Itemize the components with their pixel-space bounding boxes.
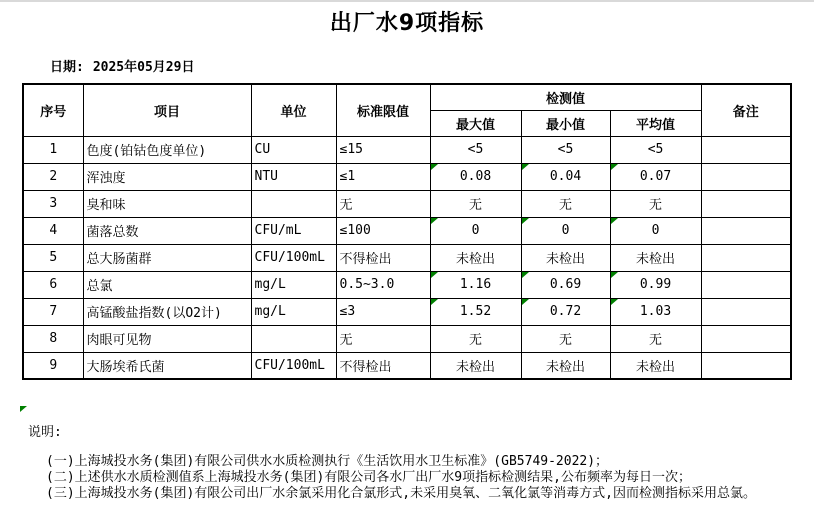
flag-triangle-icon (431, 218, 438, 224)
cell-standard: 无 (336, 190, 430, 217)
col-header-remark: 备注 (701, 84, 791, 136)
table-row (23, 136, 791, 163)
date-value: 2025年05月29日 (92, 60, 195, 75)
cell-remark (701, 352, 791, 379)
cell-min: 无 (521, 190, 610, 217)
cell-avg: 无 (610, 325, 701, 352)
cell-remark (701, 298, 791, 325)
flag-triangle-icon (431, 272, 438, 278)
cell-no: 8 (23, 325, 83, 352)
cell-remark (701, 271, 791, 298)
report-date (50, 56, 194, 75)
cell-remark (701, 217, 791, 244)
cell-avg: 0.99 (610, 271, 701, 298)
cell-unit: CU (251, 136, 336, 163)
col-header-avg: 平均值 (610, 110, 701, 136)
col-header-no: 序号 (23, 84, 83, 136)
note-line: (二)上述供水水质检测值系上海城投水务(集团)有限公司各水厂出厂水9项指标检测结果,公布频率为每日一次； (46, 470, 691, 485)
cell-min: 无 (521, 325, 610, 352)
cell-standard: ≤1 (336, 163, 430, 190)
cell-standard: 0.5~3.0 (336, 271, 430, 298)
cell-item: 臭和味 (83, 190, 251, 217)
col-header-detection: 检测值 (430, 84, 701, 110)
cell-avg: <5 (610, 136, 701, 163)
water-quality-table (22, 83, 792, 380)
cell-remark (701, 325, 791, 352)
cell-max: 0.08 (430, 163, 521, 190)
cell-item: 大肠埃希氏菌 (83, 352, 251, 379)
flag-triangle-icon (20, 406, 27, 412)
cell-standard: 不得检出 (336, 244, 430, 271)
flag-triangle-icon (611, 164, 618, 170)
cell-no: 5 (23, 244, 83, 271)
cell-unit (251, 325, 336, 352)
cell-max: 未检出 (430, 244, 521, 271)
cell-no: 2 (23, 163, 83, 190)
note-line: (三)上海城投水务(集团)有限公司出厂水余氯采用化合氯形式,未采用臭氧、二氧化氯等消毒方式,因而检测指标采用总氯。 (46, 486, 756, 501)
cell-avg: 1.03 (610, 298, 701, 325)
notes-list (46, 454, 756, 502)
cell-standard: 无 (336, 325, 430, 352)
cell-standard: ≤3 (336, 298, 430, 325)
cell-item: 菌落总数 (83, 217, 251, 244)
cell-no: 3 (23, 190, 83, 217)
flag-triangle-icon (431, 299, 438, 305)
flag-triangle-icon (522, 299, 529, 305)
cell-min: <5 (521, 136, 610, 163)
cell-standard: ≤15 (336, 136, 430, 163)
col-header-min: 最小值 (521, 110, 610, 136)
cell-unit: CFU/100mL (251, 244, 336, 271)
cell-min: 未检出 (521, 352, 610, 379)
cell-unit: NTU (251, 163, 336, 190)
cell-no: 1 (23, 136, 83, 163)
cell-max: 无 (430, 325, 521, 352)
cell-remark (701, 136, 791, 163)
cell-min: 未检出 (521, 244, 610, 271)
table-body (23, 136, 791, 379)
cell-avg: 未检出 (610, 244, 701, 271)
cell-unit: mg/L (251, 271, 336, 298)
cell-no: 6 (23, 271, 83, 298)
cell-avg: 无 (610, 190, 701, 217)
cell-max: 无 (430, 190, 521, 217)
cell-item: 总大肠菌群 (83, 244, 251, 271)
flag-triangle-icon (611, 272, 618, 278)
flag-triangle-icon (431, 164, 438, 170)
flag-triangle-icon (522, 218, 529, 224)
cell-avg: 未检出 (610, 352, 701, 379)
table-row (23, 190, 791, 217)
cell-no: 7 (23, 298, 83, 325)
cell-min: 0.72 (521, 298, 610, 325)
page-title: 出厂水9项指标 (329, 11, 485, 36)
flag-triangle-icon (522, 272, 529, 278)
cell-max: 未检出 (430, 352, 521, 379)
cell-max: 0 (430, 217, 521, 244)
flag-triangle-icon (522, 164, 529, 170)
cell-remark (701, 244, 791, 271)
table-row (23, 244, 791, 271)
col-header-standard: 标准限值 (336, 84, 430, 136)
table-row (23, 163, 791, 190)
cell-remark (701, 163, 791, 190)
cell-no: 9 (23, 352, 83, 379)
cell-remark (701, 190, 791, 217)
header-row-top (23, 84, 791, 110)
flag-triangle-icon (611, 299, 618, 305)
cell-standard: 不得检出 (336, 352, 430, 379)
table-row (23, 352, 791, 379)
cell-unit (251, 190, 336, 217)
cell-no: 4 (23, 217, 83, 244)
cell-min: 0.69 (521, 271, 610, 298)
col-header-max: 最大值 (430, 110, 521, 136)
cell-avg: 0.07 (610, 163, 701, 190)
col-header-unit: 单位 (251, 84, 336, 136)
note-line: (一)上海城投水务(集团)有限公司供水水质检测执行《生活饮用水卫生标准》(GB5749-2022)； (46, 454, 609, 469)
cell-standard: ≤100 (336, 217, 430, 244)
table-row (23, 217, 791, 244)
cell-unit: CFU/mL (251, 217, 336, 244)
cell-item: 高锰酸盐指数(以O2计) (83, 298, 251, 325)
cell-item: 肉眼可见物 (83, 325, 251, 352)
notes-label: 说明: (28, 425, 62, 440)
table-row (23, 325, 791, 352)
date-label: 日期: (50, 60, 84, 75)
cell-item: 色度(铂钴色度单位) (83, 136, 251, 163)
cell-min: 0 (521, 217, 610, 244)
cell-avg: 0 (610, 217, 701, 244)
cell-item: 浑浊度 (83, 163, 251, 190)
col-header-item: 项目 (83, 84, 251, 136)
cell-max: 1.52 (430, 298, 521, 325)
cell-unit: CFU/100mL (251, 352, 336, 379)
cell-min: 0.04 (521, 163, 610, 190)
flag-triangle-icon (611, 218, 618, 224)
cell-max: <5 (430, 136, 521, 163)
cell-max: 1.16 (430, 271, 521, 298)
table-row (23, 298, 791, 325)
cell-unit: mg/L (251, 298, 336, 325)
cell-item: 总氯 (83, 271, 251, 298)
table-row (23, 271, 791, 298)
